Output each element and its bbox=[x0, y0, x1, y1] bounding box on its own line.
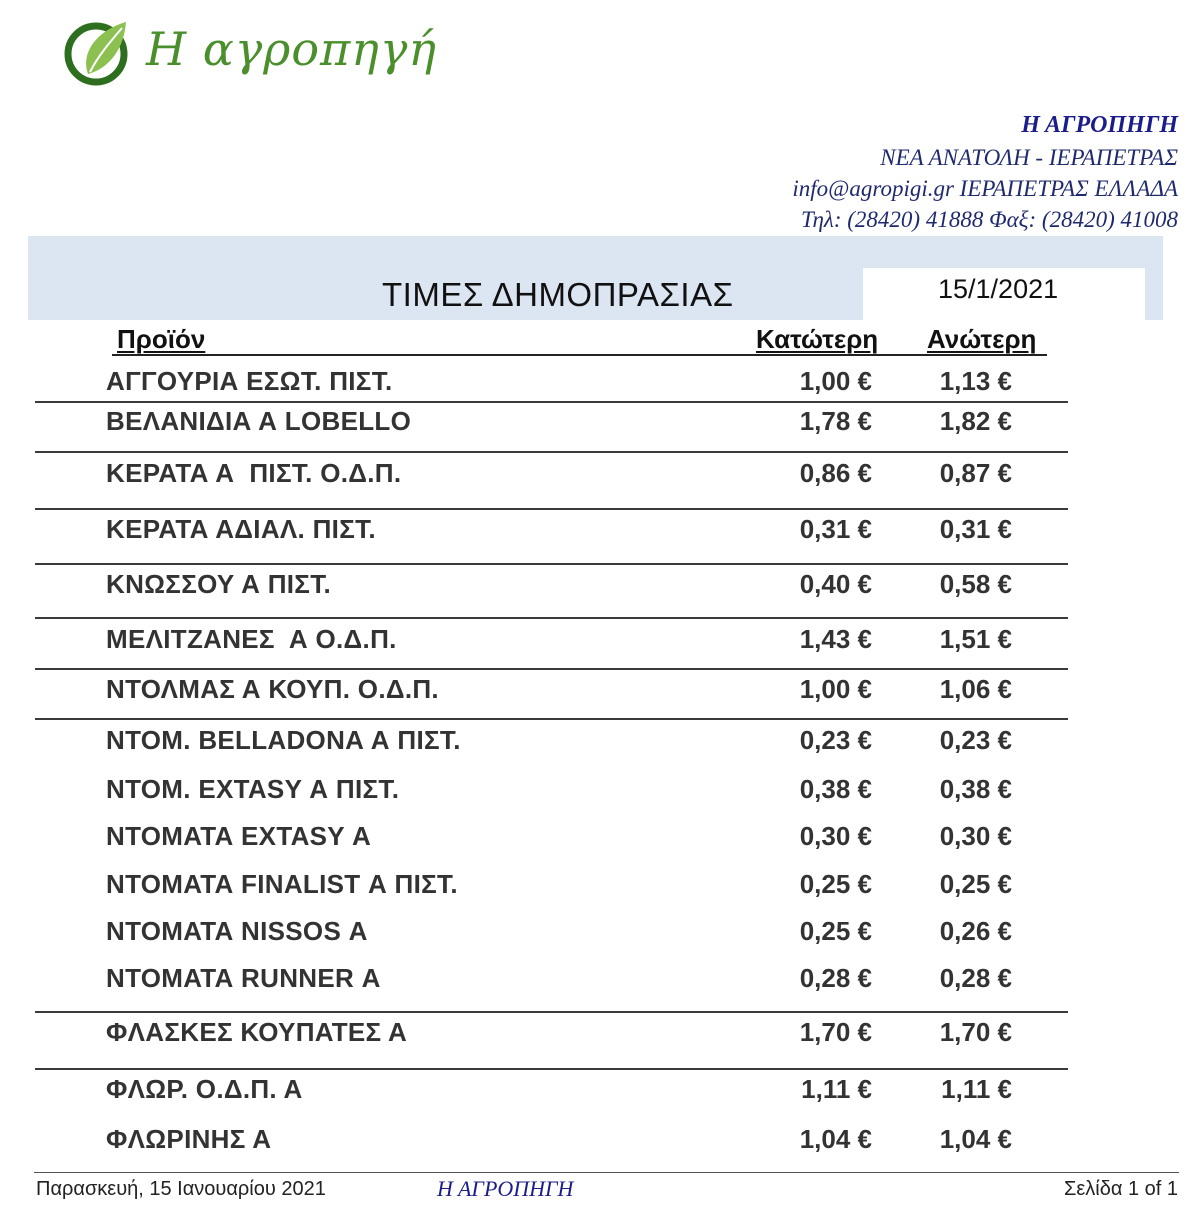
product-name: ΜΕΛΙΤΖΑΝΕΣ Α Ο.Δ.Π. bbox=[106, 624, 397, 654]
low-price: 1,43 € bbox=[799, 624, 872, 654]
company-address: ΝΕΑ ΑΝΑΤΟΛΗ - ΙΕΡΑΠΕΤΡΑΣ bbox=[880, 145, 1178, 170]
company-contact: info@agropigi.gr ΙΕΡΑΠΕΤΡΑΣ ΕΛΛΑΔΑ bbox=[792, 176, 1178, 201]
product-name: ΑΓΓΟΥΡΙΑ ΕΣΩΤ. ΠΙΣΤ. bbox=[106, 366, 393, 396]
low-price: 0,25 € bbox=[799, 916, 872, 946]
product-name: ΦΛΑΣΚΕΣ ΚΟΥΠΑΤΕΣ Α bbox=[106, 1017, 408, 1047]
product-name: ΝΤΟΜΑΤΑ FINALIST Α ΠΙΣΤ. bbox=[106, 869, 458, 899]
row-divider bbox=[35, 508, 1068, 510]
table-row bbox=[0, 916, 1200, 956]
row-divider bbox=[35, 1011, 1068, 1013]
high-price: 0,87 € bbox=[939, 458, 1012, 488]
low-price: 1,11 € bbox=[801, 1074, 872, 1104]
product-name: ΝΤΟΜΑΤΑ RUNNER Α bbox=[106, 963, 381, 993]
table-row bbox=[0, 869, 1200, 909]
row-divider bbox=[35, 563, 1068, 565]
column-header-low: Κατώτερη bbox=[756, 324, 879, 354]
table-row bbox=[0, 1074, 1200, 1114]
high-price: 0,30 € bbox=[939, 821, 1012, 851]
company-name: Η ΑΓΡΟΠΗΓΗ bbox=[1021, 112, 1178, 138]
product-name: ΝΤΟΛΜΑΣ Α ΚΟΥΠ. Ο.Δ.Π. bbox=[106, 674, 439, 704]
low-price: 0,30 € bbox=[799, 821, 872, 851]
logo-wordmark: Η αγροπηγή bbox=[146, 22, 437, 76]
row-divider bbox=[35, 401, 1068, 403]
low-price: 1,70 € bbox=[799, 1017, 872, 1047]
column-header-high: Ανώτερη bbox=[927, 324, 1037, 354]
footer-company: Η ΑΓΡΟΠΗΓΗ bbox=[437, 1176, 574, 1201]
high-price: 0,58 € bbox=[939, 569, 1012, 599]
high-price: 0,26 € bbox=[939, 916, 1012, 946]
product-name: ΝΤΟΜΑΤΑ NISSOS Α bbox=[106, 916, 368, 946]
row-divider bbox=[35, 668, 1068, 670]
row-divider bbox=[35, 718, 1068, 720]
column-header-product: Προϊόν bbox=[117, 324, 206, 354]
table-row bbox=[0, 514, 1200, 554]
low-price: 0,23 € bbox=[799, 725, 872, 755]
table-row bbox=[0, 963, 1200, 1003]
high-price: 0,31 € bbox=[939, 514, 1012, 544]
product-name: ΒΕΛΑΝΙΔΙΑ Α LOBELLO bbox=[106, 406, 412, 436]
low-price: 0,28 € bbox=[799, 963, 872, 993]
table-row bbox=[0, 458, 1200, 498]
low-price: 0,40 € bbox=[799, 569, 872, 599]
product-name: ΚΕΡΑΤΑ Α ΠΙΣΤ. Ο.Δ.Π. bbox=[106, 458, 402, 488]
low-price: 1,00 € bbox=[799, 366, 872, 396]
high-price: 0,23 € bbox=[939, 725, 1012, 755]
row-divider bbox=[35, 451, 1068, 453]
low-price: 1,78 € bbox=[799, 406, 872, 436]
low-price: 0,38 € bbox=[799, 774, 872, 804]
report-date: 15/1/2021 bbox=[938, 274, 1059, 304]
report-title: ΤΙΜΕΣ ΔΗΜΟΠΡΑΣΙΑΣ bbox=[382, 276, 734, 313]
table-row bbox=[0, 406, 1200, 446]
table-row bbox=[0, 674, 1200, 714]
table-row bbox=[0, 774, 1200, 814]
page-number: Σελίδα 1 of 1 bbox=[1063, 1178, 1178, 1200]
product-name: ΦΛΩΡΙΝΗΣ Α bbox=[106, 1124, 272, 1154]
high-price: 1,13 € bbox=[939, 366, 1012, 396]
low-price: 0,25 € bbox=[799, 869, 872, 899]
low-price: 1,04 € bbox=[799, 1124, 872, 1154]
table-row bbox=[0, 366, 1200, 406]
product-name: ΚΝΩΣΣΟΥ Α ΠΙΣΤ. bbox=[106, 569, 332, 599]
table-row bbox=[0, 569, 1200, 609]
high-price: 0,28 € bbox=[939, 963, 1012, 993]
high-price: 1,06 € bbox=[939, 674, 1012, 704]
high-price: 0,38 € bbox=[939, 774, 1012, 804]
product-name: ΝΤΟΜΑΤΑ EXTASY Α bbox=[106, 821, 372, 851]
company-phone: Τηλ: (28420) 41888 Φαξ: (28420) 41008 bbox=[800, 207, 1178, 232]
high-price: 1,70 € bbox=[939, 1017, 1012, 1047]
table-row bbox=[0, 821, 1200, 861]
product-name: ΝΤΟΜ. EXTASY Α ΠΙΣΤ. bbox=[106, 774, 400, 804]
low-price: 0,31 € bbox=[799, 514, 872, 544]
high-price: 1,51 € bbox=[939, 624, 1012, 654]
row-divider bbox=[35, 617, 1068, 619]
low-price: 0,86 € bbox=[799, 458, 872, 488]
table-row bbox=[0, 725, 1200, 765]
high-price: 1,04 € bbox=[939, 1124, 1012, 1154]
high-price: 1,11 € bbox=[941, 1074, 1012, 1104]
row-divider bbox=[35, 1068, 1068, 1070]
table-row bbox=[0, 1017, 1200, 1057]
product-name: ΝΤΟΜ. BELLADONA Α ΠΙΣΤ. bbox=[106, 725, 461, 755]
footer-date: Παρασκευή, 15 Ιανουαρίου 2021 bbox=[36, 1178, 326, 1200]
product-name: ΦΛΩΡ. Ο.Δ.Π. Α bbox=[106, 1074, 303, 1104]
high-price: 0,25 € bbox=[939, 869, 1012, 899]
product-name: ΚΕΡΑΤΑ ΑΔΙΑΛ. ΠΙΣΤ. bbox=[106, 514, 376, 544]
table-row bbox=[0, 624, 1200, 664]
footer-divider bbox=[34, 1172, 1179, 1173]
high-price: 1,82 € bbox=[939, 406, 1012, 436]
low-price: 1,00 € bbox=[799, 674, 872, 704]
table-row bbox=[0, 1124, 1200, 1164]
